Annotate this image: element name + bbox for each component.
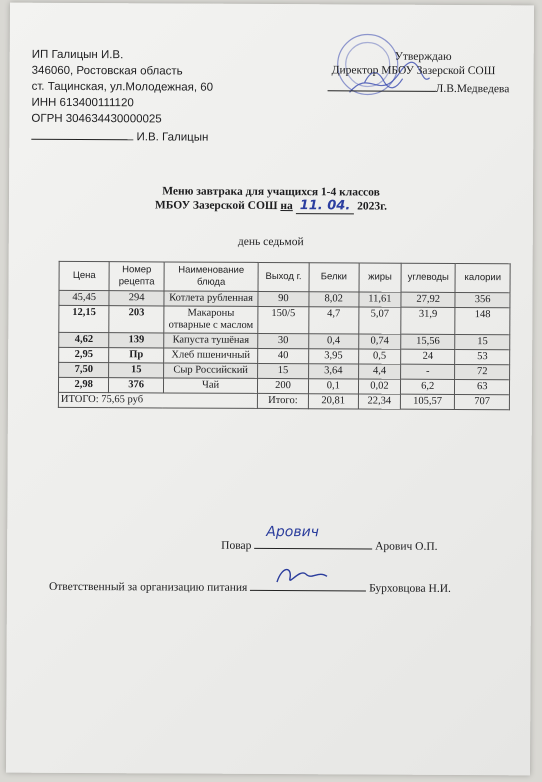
column-header: жиры: [359, 263, 401, 292]
supplier-line: ИНН 613400111120: [31, 96, 134, 110]
recipe-cell: Пр: [109, 348, 164, 363]
protein-cell: 0,4: [308, 334, 358, 349]
recipe-cell: 294: [109, 291, 164, 306]
price-cell: 2,98: [58, 377, 108, 392]
kcal-cell: 356: [455, 292, 510, 307]
menu-table: [58, 261, 511, 410]
total-label-cell: Итого:: [258, 393, 308, 408]
fat-cell: 4,4: [359, 364, 401, 379]
kcal-cell: 148: [455, 307, 510, 334]
column-header: Наименование блюда: [164, 262, 259, 291]
column-header: Номер рецепта: [109, 262, 164, 291]
dish-name-cell: Котлета рубленная: [164, 291, 258, 306]
yield-cell: 150/5: [258, 306, 308, 333]
total-fat-cell: 22,34: [358, 394, 400, 409]
protein-cell: 3,95: [308, 349, 358, 364]
kcal-cell: 72: [455, 364, 510, 379]
fat-cell: 0,74: [359, 334, 401, 349]
fat-cell: 0,5: [359, 349, 401, 364]
recipe-cell: 376: [109, 378, 164, 393]
carbs-cell: 31,9: [401, 307, 456, 334]
director-name: Л.В.Медведева: [435, 82, 510, 96]
yield-cell: 90: [258, 291, 308, 306]
column-header: Цена: [59, 261, 109, 290]
fat-cell: 11,61: [359, 292, 401, 307]
yield-cell: 30: [258, 333, 308, 348]
dish-name-cell: Капуста тушёная: [164, 333, 258, 348]
recipe-cell: 15: [109, 363, 164, 378]
title-line-1: Меню завтрака для учащихся 1-4 классов: [162, 185, 380, 199]
menu-title: [9, 185, 533, 215]
dish-name-cell: Макароны отварные с маслом: [164, 306, 259, 333]
fat-cell: 0,02: [358, 379, 400, 394]
table-header-row: [59, 261, 510, 292]
director-position: Директор МБОУ Зазерской СОШ: [331, 64, 496, 78]
handwritten-date: 11. 04.: [296, 198, 355, 214]
protein-cell: 3,64: [308, 364, 358, 379]
total-kcal-cell: 707: [455, 394, 510, 409]
yield-cell: 200: [258, 378, 308, 393]
protein-cell: 0,1: [308, 379, 358, 394]
director-signature-line: [328, 78, 510, 97]
supplier-signature-name: И.В. Галицын: [136, 131, 209, 144]
dish-name-cell: Чай: [163, 378, 257, 393]
cook-label: Повар: [221, 539, 252, 552]
price-cell: 4,62: [59, 332, 109, 347]
kcal-cell: 63: [455, 379, 510, 394]
responsible-signature-line: [49, 577, 451, 597]
supplier-line: ОГРН 304634430000025: [31, 112, 162, 126]
price-cell: 2,95: [59, 347, 109, 362]
kcal-cell: 53: [455, 349, 510, 364]
signature-underline: [328, 78, 436, 92]
supplier-block: [31, 47, 213, 146]
dish-name-cell: Сыр Российский: [163, 363, 257, 378]
carbs-cell: 6,2: [400, 379, 455, 394]
signature-underline: [250, 578, 366, 592]
protein-cell: 8,02: [309, 292, 359, 307]
fat-cell: 5,07: [359, 307, 401, 334]
carbs-cell: 27,92: [401, 292, 456, 307]
document-page: [6, 3, 534, 776]
price-cell: 45,45: [59, 290, 109, 305]
table-total-row: [58, 392, 509, 409]
column-header: Выход г.: [258, 262, 308, 291]
recipe-cell: 139: [109, 333, 164, 348]
supplier-line: 346060, Ростовская область: [31, 64, 183, 78]
cook-signature-line: [221, 523, 438, 555]
table-row: [59, 305, 510, 334]
school-name: МБОУ Зазерской СОШ: [154, 199, 278, 213]
responsible-name: Бурховцова Н.И.: [369, 582, 451, 595]
total-carbs-cell: 105,57: [400, 394, 455, 409]
yield-cell: 40: [258, 348, 308, 363]
carbs-cell: 24: [401, 349, 456, 364]
responsible-signature-icon: [272, 564, 332, 588]
total-protein-cell: 20,81: [308, 394, 358, 409]
carbs-cell: -: [400, 364, 455, 379]
responsible-label: Ответственный за организацию питания: [48, 580, 248, 594]
supplier-line: ИП Галицын И.В.: [31, 48, 124, 62]
supplier-line: ст. Тацинская, ул.Молодежная, 60: [31, 80, 214, 94]
title-line-2: [9, 197, 533, 215]
price-cell: 12,15: [59, 305, 109, 332]
signature-underline: [254, 523, 372, 550]
column-header: углеводы: [401, 263, 456, 292]
total-price-cell: ИТОГО: 75,65 руб: [58, 392, 257, 408]
day-label: день седьмой: [237, 235, 304, 249]
column-header: Белки: [309, 263, 359, 292]
kcal-cell: 15: [455, 334, 510, 349]
title-year: 2023г.: [357, 200, 388, 213]
recipe-cell: 203: [109, 306, 164, 333]
column-header: калории: [455, 263, 510, 292]
signature-underline: [31, 127, 133, 141]
dish-name-cell: Хлеб пшеничный: [164, 348, 258, 363]
title-on: на: [280, 200, 293, 213]
supplier-signature-line: [31, 127, 213, 146]
approve-label: Утверждаю: [394, 50, 452, 63]
carbs-cell: 15,56: [401, 334, 456, 349]
cook-name: Арович О.П.: [375, 540, 438, 553]
price-cell: 7,50: [59, 362, 109, 377]
protein-cell: 4,7: [308, 307, 358, 334]
yield-cell: 15: [258, 363, 308, 378]
cook-handwritten-signature: Арович: [266, 523, 320, 541]
